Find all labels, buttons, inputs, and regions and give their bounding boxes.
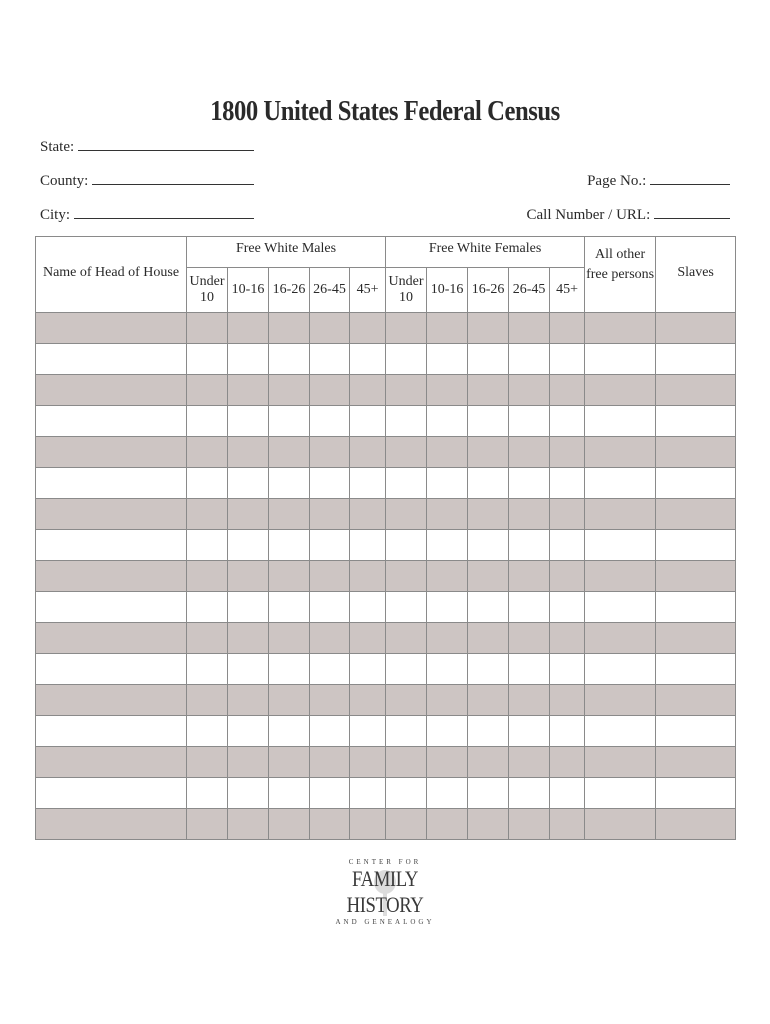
table-cell[interactable] xyxy=(269,437,310,468)
table-cell[interactable] xyxy=(228,406,269,437)
table-cell[interactable] xyxy=(585,685,656,716)
table-cell[interactable] xyxy=(386,778,427,809)
table-cell[interactable] xyxy=(468,406,509,437)
census-body xyxy=(36,313,736,840)
table-cell[interactable] xyxy=(468,623,509,654)
table-cell[interactable] xyxy=(386,468,427,499)
table-cell[interactable] xyxy=(427,561,468,592)
females-45plus-header: 45+ xyxy=(550,268,585,313)
table-cell[interactable] xyxy=(386,716,427,747)
table-cell[interactable] xyxy=(36,654,187,685)
table-row xyxy=(36,685,736,716)
table-cell[interactable] xyxy=(187,344,228,375)
table-cell[interactable] xyxy=(350,344,386,375)
table-cell[interactable] xyxy=(269,530,310,561)
table-cell[interactable] xyxy=(585,375,656,406)
table-cell[interactable] xyxy=(36,592,187,623)
table-cell[interactable] xyxy=(509,313,550,344)
table-cell[interactable] xyxy=(36,623,187,654)
table-cell[interactable] xyxy=(228,778,269,809)
table-cell[interactable] xyxy=(310,561,350,592)
table-cell[interactable] xyxy=(585,437,656,468)
table-cell[interactable] xyxy=(509,499,550,530)
males-10-16-header: 10-16 xyxy=(228,268,269,313)
logo-top-text: CENTER FOR xyxy=(348,858,422,866)
table-cell[interactable] xyxy=(187,716,228,747)
table-cell[interactable] xyxy=(350,654,386,685)
table-cell[interactable] xyxy=(187,437,228,468)
table-cell[interactable] xyxy=(386,809,427,840)
table-cell[interactable] xyxy=(269,313,310,344)
table-cell[interactable] xyxy=(386,654,427,685)
county-label: County: xyxy=(40,173,89,189)
table-cell[interactable] xyxy=(187,778,228,809)
table-cell[interactable] xyxy=(468,499,509,530)
table-row xyxy=(36,437,736,468)
table-cell[interactable] xyxy=(228,468,269,499)
table-cell[interactable] xyxy=(386,437,427,468)
table-row xyxy=(36,623,736,654)
table-cell[interactable] xyxy=(509,685,550,716)
table-cell[interactable] xyxy=(509,561,550,592)
table-cell[interactable] xyxy=(36,530,187,561)
table-cell[interactable] xyxy=(550,623,585,654)
page-no-field[interactable] xyxy=(587,172,730,190)
table-cell[interactable] xyxy=(187,499,228,530)
table-cell[interactable] xyxy=(228,623,269,654)
table-cell[interactable] xyxy=(585,654,656,685)
table-cell[interactable] xyxy=(386,375,427,406)
table-cell[interactable] xyxy=(269,716,310,747)
table-cell[interactable] xyxy=(386,530,427,561)
table-cell[interactable] xyxy=(427,437,468,468)
table-cell[interactable] xyxy=(509,406,550,437)
table-row xyxy=(36,468,736,499)
table-cell[interactable] xyxy=(228,375,269,406)
table-cell[interactable] xyxy=(550,313,585,344)
table-cell[interactable] xyxy=(36,468,187,499)
table-cell[interactable] xyxy=(310,685,350,716)
table-cell[interactable] xyxy=(427,716,468,747)
table-cell[interactable] xyxy=(350,313,386,344)
table-cell[interactable] xyxy=(386,561,427,592)
table-cell[interactable] xyxy=(585,406,656,437)
females-under10-header: Under 10 xyxy=(386,268,427,313)
table-cell[interactable] xyxy=(585,561,656,592)
table-cell[interactable] xyxy=(386,499,427,530)
call-number-line[interactable] xyxy=(654,206,730,219)
table-cell[interactable] xyxy=(468,654,509,685)
table-cell[interactable] xyxy=(187,406,228,437)
table-row xyxy=(36,499,736,530)
table-cell[interactable] xyxy=(310,375,350,406)
females-group-header: Free White Females xyxy=(386,237,585,268)
table-cell[interactable] xyxy=(427,654,468,685)
table-cell[interactable] xyxy=(468,561,509,592)
table-cell[interactable] xyxy=(509,747,550,778)
table-cell[interactable] xyxy=(386,623,427,654)
table-cell[interactable] xyxy=(656,809,736,840)
table-cell[interactable] xyxy=(269,778,310,809)
table-cell[interactable] xyxy=(228,530,269,561)
table-cell[interactable] xyxy=(228,313,269,344)
table-row xyxy=(36,747,736,778)
table-cell[interactable] xyxy=(427,499,468,530)
table-cell[interactable] xyxy=(187,313,228,344)
table-cell[interactable] xyxy=(350,809,386,840)
logo-main-text: FAMILY HISTORY xyxy=(346,866,424,917)
table-cell[interactable] xyxy=(269,685,310,716)
table-cell[interactable] xyxy=(386,592,427,623)
table-cell[interactable] xyxy=(509,468,550,499)
table-cell[interactable] xyxy=(509,530,550,561)
males-26-45-header: 26-45 xyxy=(310,268,350,313)
table-cell[interactable] xyxy=(269,406,310,437)
table-cell[interactable] xyxy=(228,809,269,840)
table-cell[interactable] xyxy=(228,499,269,530)
table-cell[interactable] xyxy=(585,716,656,747)
males-under10-header: Under 10 xyxy=(187,268,228,313)
table-cell[interactable] xyxy=(468,716,509,747)
state-line[interactable] xyxy=(78,138,254,151)
table-cell[interactable] xyxy=(656,344,736,375)
table-row xyxy=(36,654,736,685)
table-cell[interactable] xyxy=(187,685,228,716)
table-cell[interactable] xyxy=(310,499,350,530)
table-row xyxy=(36,344,736,375)
table-cell[interactable] xyxy=(468,375,509,406)
table-cell[interactable] xyxy=(386,313,427,344)
table-cell[interactable] xyxy=(36,685,187,716)
table-cell[interactable] xyxy=(550,716,585,747)
females-26-45-header: 26-45 xyxy=(509,268,550,313)
table-cell[interactable] xyxy=(656,561,736,592)
table-cell[interactable] xyxy=(310,747,350,778)
table-cell[interactable] xyxy=(269,654,310,685)
family-history-logo xyxy=(320,858,450,926)
table-cell[interactable] xyxy=(269,468,310,499)
table-row xyxy=(36,313,736,344)
table-cell[interactable] xyxy=(269,592,310,623)
table-cell[interactable] xyxy=(36,375,187,406)
table-cell[interactable] xyxy=(550,406,585,437)
table-cell[interactable] xyxy=(269,747,310,778)
table-cell[interactable] xyxy=(656,778,736,809)
females-16-26-header: 16-26 xyxy=(468,268,509,313)
table-cell[interactable] xyxy=(350,468,386,499)
table-row xyxy=(36,530,736,561)
table-cell[interactable] xyxy=(187,530,228,561)
table-cell[interactable] xyxy=(550,375,585,406)
table-cell[interactable] xyxy=(656,592,736,623)
logo-bottom-text: AND GENEALOGY xyxy=(335,918,435,926)
table-cell[interactable] xyxy=(310,778,350,809)
table-cell[interactable] xyxy=(36,499,187,530)
table-cell[interactable] xyxy=(550,499,585,530)
table-cell[interactable] xyxy=(427,375,468,406)
table-cell[interactable] xyxy=(550,592,585,623)
page-title: 1800 United States Federal Census xyxy=(210,96,560,127)
table-cell[interactable] xyxy=(187,809,228,840)
table-cell[interactable] xyxy=(269,375,310,406)
table-cell[interactable] xyxy=(269,561,310,592)
table-cell[interactable] xyxy=(350,437,386,468)
table-cell[interactable] xyxy=(427,623,468,654)
call-number-label: Call Number / URL: xyxy=(526,207,651,223)
table-cell[interactable] xyxy=(350,530,386,561)
table-row xyxy=(36,375,736,406)
table-row xyxy=(36,406,736,437)
page-no-label: Page No.: xyxy=(587,173,647,189)
table-cell[interactable] xyxy=(228,654,269,685)
county-line[interactable] xyxy=(92,172,254,185)
table-cell[interactable] xyxy=(550,437,585,468)
table-cell[interactable] xyxy=(228,437,269,468)
other-free-header: All other free persons xyxy=(585,237,656,313)
table-cell[interactable] xyxy=(187,592,228,623)
table-cell[interactable] xyxy=(509,375,550,406)
table-cell[interactable] xyxy=(386,344,427,375)
table-cell[interactable] xyxy=(427,809,468,840)
table-cell[interactable] xyxy=(509,623,550,654)
table-cell[interactable] xyxy=(509,716,550,747)
table-cell[interactable] xyxy=(350,406,386,437)
table-cell[interactable] xyxy=(656,747,736,778)
table-cell[interactable] xyxy=(187,468,228,499)
city-label: City: xyxy=(40,207,71,223)
table-cell[interactable] xyxy=(585,530,656,561)
table-cell[interactable] xyxy=(187,747,228,778)
table-cell[interactable] xyxy=(468,592,509,623)
table-cell[interactable] xyxy=(36,716,187,747)
table-cell[interactable] xyxy=(36,437,187,468)
table-cell[interactable] xyxy=(656,406,736,437)
table-cell[interactable] xyxy=(269,344,310,375)
table-cell[interactable] xyxy=(468,313,509,344)
table-cell[interactable] xyxy=(427,592,468,623)
table-cell[interactable] xyxy=(509,344,550,375)
table-cell[interactable] xyxy=(585,809,656,840)
table-cell[interactable] xyxy=(310,468,350,499)
table-cell[interactable] xyxy=(350,778,386,809)
table-cell[interactable] xyxy=(350,747,386,778)
table-cell[interactable] xyxy=(310,313,350,344)
table-cell[interactable] xyxy=(386,747,427,778)
table-cell[interactable] xyxy=(386,406,427,437)
name-header: Name of Head of House xyxy=(36,237,187,313)
table-cell[interactable] xyxy=(656,375,736,406)
males-16-26-header: 16-26 xyxy=(269,268,310,313)
table-cell[interactable] xyxy=(269,499,310,530)
city-line[interactable] xyxy=(74,206,254,219)
table-cell[interactable] xyxy=(427,468,468,499)
table-cell[interactable] xyxy=(350,623,386,654)
table-row xyxy=(36,561,736,592)
table-cell[interactable] xyxy=(310,530,350,561)
table-cell[interactable] xyxy=(585,747,656,778)
table-cell[interactable] xyxy=(585,499,656,530)
table-cell[interactable] xyxy=(550,468,585,499)
table-cell[interactable] xyxy=(427,530,468,561)
table-cell[interactable] xyxy=(585,313,656,344)
table-cell[interactable] xyxy=(468,809,509,840)
table-cell[interactable] xyxy=(550,778,585,809)
table-cell[interactable] xyxy=(310,437,350,468)
table-cell[interactable] xyxy=(36,344,187,375)
table-row xyxy=(36,592,736,623)
table-row xyxy=(36,716,736,747)
county-field[interactable] xyxy=(40,172,254,190)
table-cell[interactable] xyxy=(350,561,386,592)
table-cell[interactable] xyxy=(228,561,269,592)
table-cell[interactable] xyxy=(550,747,585,778)
table-cell[interactable] xyxy=(36,809,187,840)
table-cell[interactable] xyxy=(585,468,656,499)
table-cell[interactable] xyxy=(350,375,386,406)
table-cell[interactable] xyxy=(550,561,585,592)
table-cell[interactable] xyxy=(509,437,550,468)
table-cell[interactable] xyxy=(585,778,656,809)
table-cell[interactable] xyxy=(427,406,468,437)
table-cell[interactable] xyxy=(427,685,468,716)
males-45plus-header: 45+ xyxy=(350,268,386,313)
slaves-header: Slaves xyxy=(656,237,736,313)
table-cell[interactable] xyxy=(386,685,427,716)
table-cell[interactable] xyxy=(468,437,509,468)
table-cell[interactable] xyxy=(310,344,350,375)
table-row xyxy=(36,778,736,809)
page-no-line[interactable] xyxy=(650,172,730,185)
table-cell[interactable] xyxy=(36,561,187,592)
call-number-field[interactable] xyxy=(527,206,731,224)
table-cell[interactable] xyxy=(656,468,736,499)
census-table xyxy=(35,236,736,840)
table-cell[interactable] xyxy=(656,530,736,561)
table-row xyxy=(36,809,736,840)
table-cell[interactable] xyxy=(656,685,736,716)
table-cell[interactable] xyxy=(269,623,310,654)
table-cell[interactable] xyxy=(310,406,350,437)
table-cell[interactable] xyxy=(585,623,656,654)
table-cell[interactable] xyxy=(427,747,468,778)
table-cell[interactable] xyxy=(550,344,585,375)
table-cell[interactable] xyxy=(427,313,468,344)
table-cell[interactable] xyxy=(36,313,187,344)
table-cell[interactable] xyxy=(656,654,736,685)
table-cell[interactable] xyxy=(350,592,386,623)
table-cell[interactable] xyxy=(468,747,509,778)
table-cell[interactable] xyxy=(187,561,228,592)
table-cell[interactable] xyxy=(509,809,550,840)
table-cell[interactable] xyxy=(585,344,656,375)
table-cell[interactable] xyxy=(468,685,509,716)
table-cell[interactable] xyxy=(509,778,550,809)
table-cell[interactable] xyxy=(187,375,228,406)
table-cell[interactable] xyxy=(36,747,187,778)
females-10-16-header: 10-16 xyxy=(427,268,468,313)
table-cell[interactable] xyxy=(468,778,509,809)
table-cell[interactable] xyxy=(187,654,228,685)
table-cell[interactable] xyxy=(310,592,350,623)
table-cell[interactable] xyxy=(228,592,269,623)
table-cell[interactable] xyxy=(509,654,550,685)
table-cell[interactable] xyxy=(468,468,509,499)
table-cell[interactable] xyxy=(350,685,386,716)
table-cell[interactable] xyxy=(350,499,386,530)
table-cell[interactable] xyxy=(228,716,269,747)
table-cell[interactable] xyxy=(656,716,736,747)
state-field[interactable] xyxy=(40,138,254,156)
table-cell[interactable] xyxy=(509,592,550,623)
table-cell[interactable] xyxy=(228,747,269,778)
table-cell[interactable] xyxy=(427,344,468,375)
table-cell[interactable] xyxy=(550,685,585,716)
table-cell[interactable] xyxy=(468,344,509,375)
males-group-header: Free White Males xyxy=(187,237,386,268)
state-label: State: xyxy=(40,139,75,155)
table-cell[interactable] xyxy=(550,654,585,685)
table-cell[interactable] xyxy=(468,530,509,561)
table-cell[interactable] xyxy=(427,778,468,809)
table-cell[interactable] xyxy=(310,809,350,840)
table-cell[interactable] xyxy=(36,406,187,437)
table-cell[interactable] xyxy=(656,313,736,344)
table-cell[interactable] xyxy=(656,437,736,468)
table-cell[interactable] xyxy=(269,809,310,840)
table-cell[interactable] xyxy=(310,654,350,685)
table-cell[interactable] xyxy=(36,778,187,809)
table-cell[interactable] xyxy=(228,344,269,375)
table-cell[interactable] xyxy=(550,530,585,561)
table-cell[interactable] xyxy=(310,623,350,654)
table-cell[interactable] xyxy=(656,499,736,530)
table-cell[interactable] xyxy=(310,716,350,747)
table-cell[interactable] xyxy=(187,623,228,654)
table-cell[interactable] xyxy=(228,685,269,716)
table-cell[interactable] xyxy=(550,809,585,840)
table-cell[interactable] xyxy=(656,623,736,654)
city-field[interactable] xyxy=(40,206,254,224)
table-cell[interactable] xyxy=(585,592,656,623)
table-cell[interactable] xyxy=(350,716,386,747)
